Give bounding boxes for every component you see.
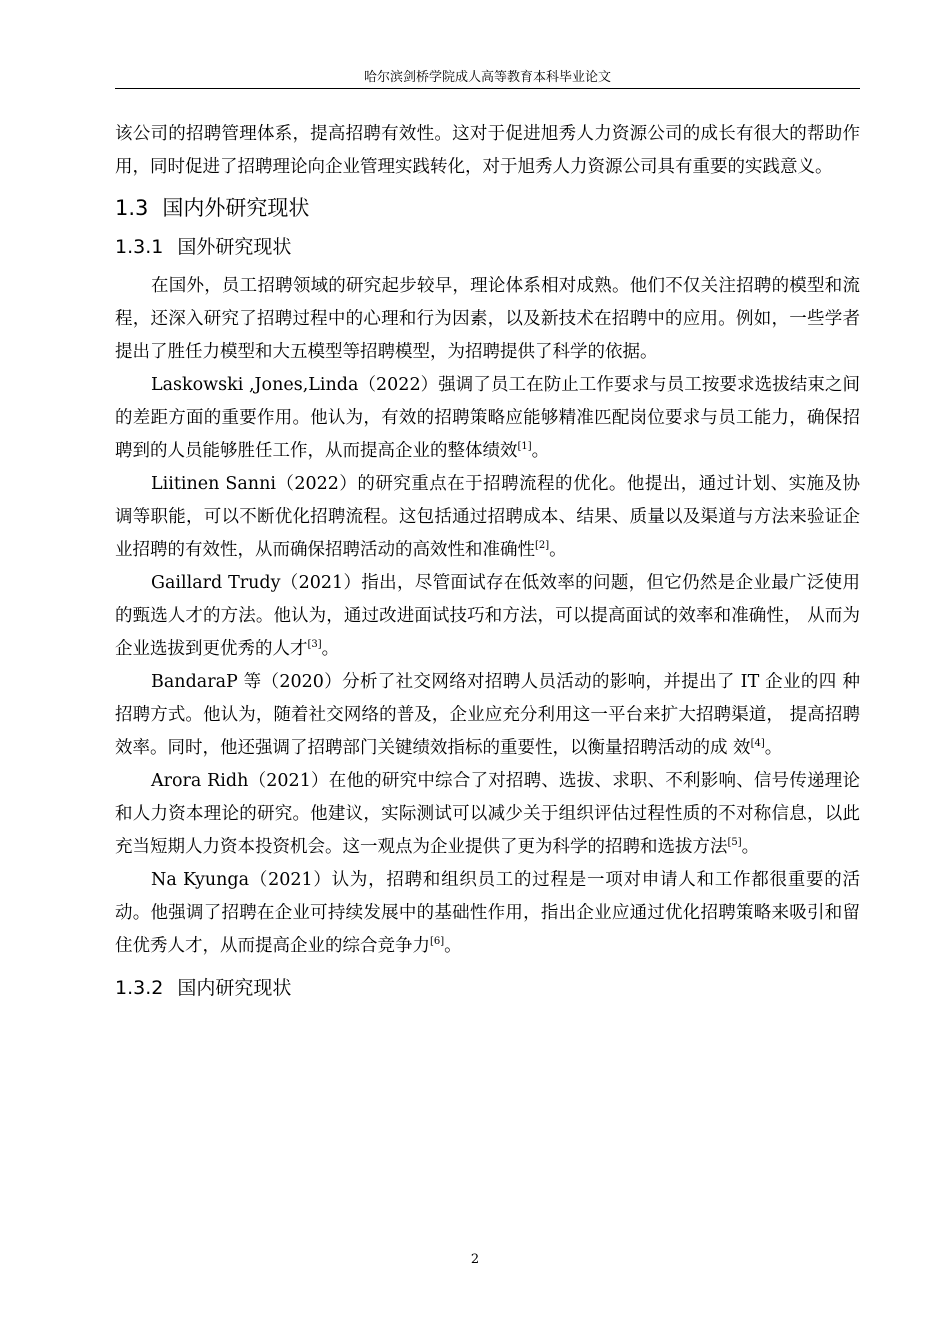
paragraph-end: 。 — [764, 738, 783, 758]
page-body — [115, 118, 860, 1011]
body-paragraph — [115, 666, 860, 765]
body-paragraph — [115, 567, 860, 666]
section-heading-1-3 — [115, 190, 860, 226]
citation: [1] — [517, 441, 532, 452]
body-paragraph — [115, 864, 860, 963]
citation: [6] — [430, 936, 445, 947]
citation: [5] — [727, 837, 742, 848]
citation: [3] — [307, 639, 322, 650]
paragraph-text: Laskowski ,Jones,Linda（2022）强调了员工在防止工作要求与员工按要求选拔结束之间的差距方面的重要作用。他认为，有效的招聘策略应能够精准匹配岗位要求与员工能力，确保招聘到的人员能够胜任工作，从而提高企业的整体绩效 — [115, 375, 860, 461]
paragraph-text: 在国外，员工招聘领域的研究起步较早，理论体系相对成熟。他们不仅关注招聘的模型和流程，还深入研究了招聘过程中的心理和行为因素，以及新技术在招聘中的应用。例如，一些学者提出了胜任力模型和大五模型等招聘模型，为招聘提供了科学的依据。 — [115, 276, 860, 362]
paragraph-end: 。 — [549, 540, 567, 560]
paragraph-end: 。 — [741, 837, 760, 857]
body-paragraph — [115, 270, 860, 369]
intro-paragraph: 该公司的招聘管理体系，提高招聘有效性。这对于促进旭秀人力资源公司的成长有很大的帮助作用，同时促进了招聘理论向企业管理实践转化，对于旭秀人力资源公司具有重要的实践意义。 — [115, 124, 860, 177]
page-number: 2 — [470, 1252, 480, 1267]
paragraph-text: Arora Ridh（2021）在他的研究中综合了对招聘、选拔、求职、不利影响、信号传递理论和人力资本理论的研究。他建议，实际测试可以减少关于组织评估过程性质的不对称信息，以此充当短期人力资本投资机会。这一观点为企业提供了更为科学的招聘和选拔方法 — [115, 771, 860, 857]
citation: [4] — [750, 738, 765, 749]
paragraph-end: 。 — [444, 936, 462, 956]
paragraph-end: 。 — [321, 639, 340, 659]
section-number: 1.3 — [115, 196, 149, 220]
subsection-number: 1.3.2 — [115, 977, 164, 999]
body-paragraph — [115, 468, 860, 567]
subsection-title: 国外研究现状 — [177, 236, 292, 258]
header-divider — [115, 88, 860, 89]
paragraph-text: Gaillard Trudy（2021）指出，尽管面试存在低效率的问题，但它仍然是企业最广泛使用的甄选人才的方法。他认为，通过改进面试技巧和方法，可以提高面试的效率和准确性， 从而为企业选拔到更优秀的人才 — [115, 573, 860, 659]
citation: [2] — [535, 540, 550, 551]
subsection-title: 国内研究现状 — [177, 977, 292, 999]
subsection-heading-1-3-1 — [115, 230, 860, 264]
paragraph-text: Liitinen Sanni（2022）的研究重点在于招聘流程的优化。他提出，通过计划、实施及协调等职能，可以不断优化招聘流程。这包括通过招聘成本、结果、质量以及渠道与方法来验证企业招聘的有效性，从而确保招聘活动的高效性和准确性 — [115, 474, 860, 560]
running-header: 哈尔滨剑桥学院成人高等教育本科毕业论文 — [363, 70, 611, 85]
body-paragraph — [115, 369, 860, 468]
paragraph-text: BandaraP 等（2020）分析了社交网络对招聘人员活动的影响，并提出了 IT 企业的四 种招聘方式。他认为，随着社交网络的普及，企业应充分利用这一平台来扩大招聘渠道， 提高招聘效率。同时，他还强调了招聘部门关键绩效指标的重要性，以衡量招聘活动的成 效 — [115, 672, 860, 758]
paragraph-text: Na Kyunga（2021）认为，招聘和组织员工的过程是一项对申请人和工作都很重要的活动。他强调了招聘在企业可持续发展中的基础性作用，指出企业应通过优化招聘策略来吸引和留住优秀人才，从而提高企业的综合竞争力 — [115, 870, 860, 956]
subsection-heading-1-3-2 — [115, 971, 860, 1005]
paragraph-end: 。 — [531, 441, 550, 461]
body-paragraph — [115, 765, 860, 864]
subsection-number: 1.3.1 — [115, 236, 164, 258]
section-title: 国内外研究现状 — [162, 196, 310, 220]
